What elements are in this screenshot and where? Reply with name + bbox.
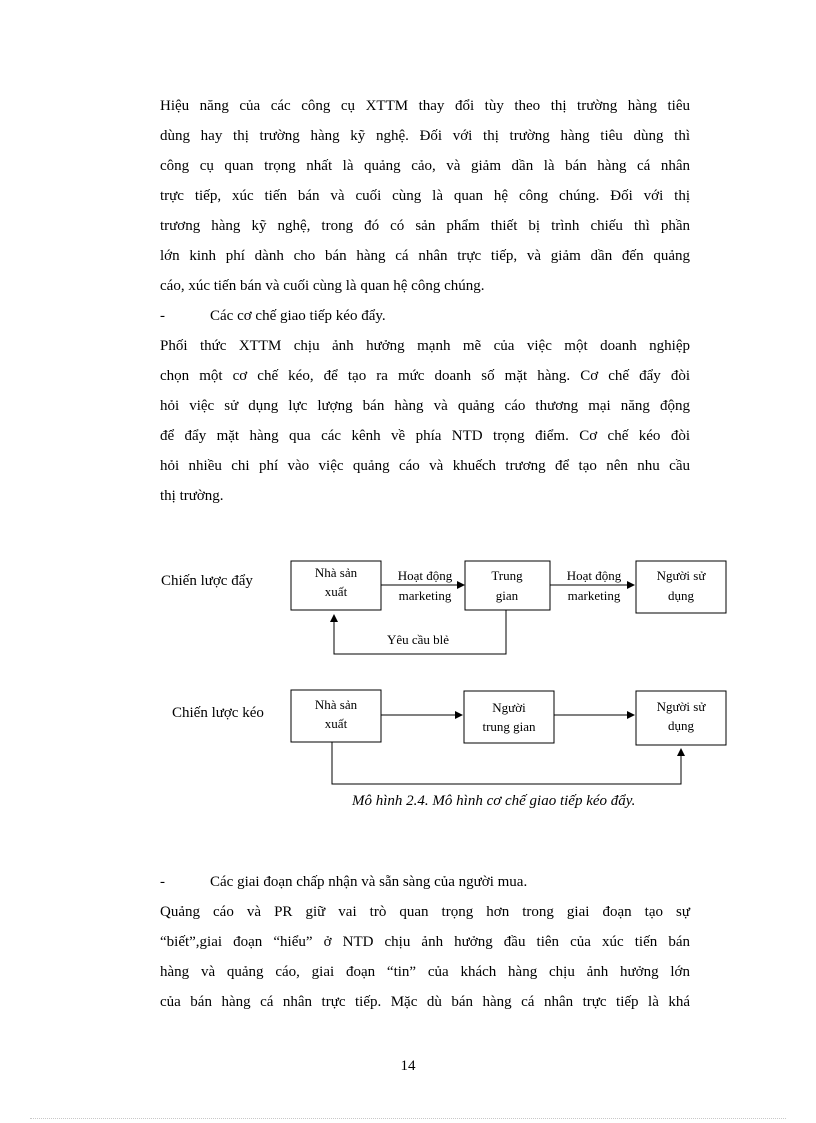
- text-line: dùng hay thị trường hàng kỹ nghệ. Đối với thị trường hàng tiêu dùng thì: [160, 128, 690, 144]
- push-activity2-text: marketing: [567, 588, 621, 603]
- text-line: trương hàng kỹ nghệ, trong đó có sản phẩm thiết bị trình chiếu thì phần: [160, 218, 690, 234]
- bullet-dash: -: [160, 308, 165, 324]
- bullet-text: Các giai đoạn chấp nhận và sẵn sàng của người mua.: [210, 874, 528, 890]
- pull-strategy-label: Chiến lược kéo: [172, 705, 264, 721]
- push-producer-text: xuất: [324, 584, 348, 599]
- pull-producer-text: Nhà sản: [314, 697, 358, 712]
- text-line: cáo, xúc tiến bán và cuối cùng là quan hệ công chúng.: [160, 278, 485, 294]
- text-line: lớn kinh phí dành cho bán hàng cá nhân trực tiếp, và giảm dần đến quảng: [160, 248, 690, 264]
- push-activity1-text: Hoạt động: [397, 568, 453, 583]
- text-line: Hiệu năng của các công cụ XTTM thay đổi tùy theo thị trường hàng tiêu: [160, 98, 690, 114]
- text-line: Phối thức XTTM chịu ảnh hưởng mạnh mẽ của việc một doanh nghiệp: [160, 338, 690, 354]
- text-line: Quảng cáo và PR giữ vai trò quan trọng hơn trong giai đoạn tạo sự: [160, 904, 690, 920]
- bullet-push-pull-heading: [160, 301, 386, 331]
- paragraph-buyer-stages: [160, 897, 690, 1017]
- page-number: 14: [400, 1058, 416, 1074]
- page-border: [30, 1118, 786, 1119]
- text-line: hỏi nhiều chi phí vào việc quảng cáo và khuếch trương để tạo nên nhu cầu: [160, 458, 690, 474]
- bullet-text: Các cơ chế giao tiếp kéo đẩy.: [210, 308, 386, 324]
- push-feedback-text: Yêu cầu blẻ: [386, 632, 450, 647]
- pull-intermediary-text: Người: [492, 700, 526, 715]
- push-producer-text: Nhà sản: [314, 565, 358, 580]
- text-line: hỏi việc sử dụng lực lượng bán hàng và quảng cáo thương mại năng động: [160, 398, 690, 414]
- pull-intermediary-text: trung gian: [482, 719, 536, 734]
- push-intermediary-text: Trung: [491, 568, 523, 583]
- bullet-buyer-stages-heading: [160, 867, 527, 897]
- pull-consumer-text: Người sử: [656, 699, 706, 714]
- paragraph-push-pull: [160, 331, 690, 511]
- text-line: chọn một cơ chế kéo, để tạo ra mức doanh số mặt hàng. Cơ chế đẩy đòi: [160, 368, 690, 384]
- text-line: của bán hàng cá nhân trực tiếp. Mặc dù bán hàng cá nhân trực tiếp là khá: [160, 994, 690, 1010]
- push-activity2-text: Hoạt động: [566, 568, 622, 583]
- bullet-dash: -: [160, 874, 165, 890]
- push-consumer-text: Người sử: [656, 568, 706, 583]
- push-intermediary-text: gian: [495, 588, 519, 603]
- text-line: công cụ quan trọng nhất là quảng cảo, và giảm dần là bán hàng cá nhân: [160, 158, 690, 174]
- push-strategy-label: Chiến lược đẩy: [161, 573, 253, 589]
- paragraph-tool-effectiveness: [160, 91, 690, 301]
- text-line: trực tiếp, xúc tiến bán và cuối cùng là quan hệ công chúng. Đối với thị: [160, 188, 690, 204]
- pull-consumer-text: dụng: [668, 718, 694, 733]
- pull-producer-text: xuất: [324, 716, 348, 731]
- text-line: “biết”,giai đoạn “hiểu” ở NTD chịu ảnh hưởng đầu tiên của xúc tiến bán: [160, 934, 690, 950]
- pull-direct-arrow: [332, 742, 681, 784]
- figure-caption: Mô hình 2.4. Mô hình cơ chế giao tiếp kéo đẩy.: [352, 793, 636, 809]
- pull-intermediary-box: [464, 691, 554, 743]
- text-line: để đẩy mặt hàng qua các kênh về phía NTD trọng điểm. Cơ chế kéo đòi: [160, 428, 690, 444]
- text-line: hàng và quảng cáo, giai đoạn “tin” của khách hàng chịu ảnh hưởng lớn: [160, 964, 690, 980]
- push-activity1-text: marketing: [398, 588, 452, 603]
- text-line: thị trường.: [160, 488, 224, 504]
- push-consumer-text: dụng: [668, 588, 694, 603]
- push-pull-diagram: [0, 540, 816, 790]
